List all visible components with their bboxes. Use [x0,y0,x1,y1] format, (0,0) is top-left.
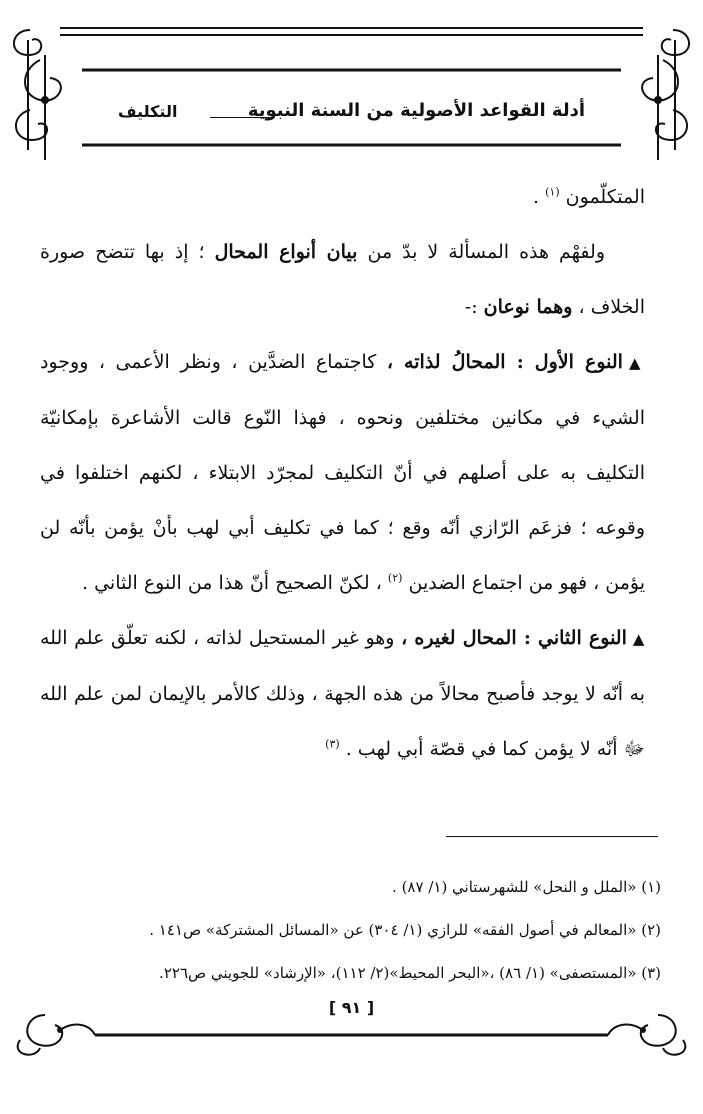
type-one-heading: النوع الأول : المحالُ لذاته ، [386,351,623,373]
page-number: [ ٩١ ] [328,998,375,1017]
header-divider [210,117,270,118]
paragraph-type-one: ▲النوع الأول : المحالُ لذاته ، كاجتماع الضدَّين ، ونظر الأعمى ، ووجود الشيء في مكانين مختلفين ونحوه ، فهذا النّوع قالت الأشاعرة بإمكانيّة التكليف به على أصلهم في أنّ التكليف لمجرّد الابتلاء ، لكنهم اختلفوا في وقوعه ؛ فزعَم الرّازي أنّه وقع ؛ كما في تكليف أبي لهب بأنْ يؤمن بأنّه لن يؤمن ، فهو من اجتماع الضدين $^{(٢)}$ ، لكنّ الصحيح أنّ هذا من النوع الثاني . [40,351,646,594]
bold-phrase: بيان أنواع المحال [214,241,358,263]
bold-phrase: وهما نوعان [483,296,573,318]
running-header-chapter: التكليف [118,102,178,121]
triangle-marker-icon: ▲ [632,630,645,648]
main-text [40,170,645,777]
triangle-marker-icon: ▲ [628,354,645,372]
footnote-ref-2: (٢) [387,571,403,585]
type-two-heading: النوع الثاني : المحال لغيره ، [401,627,627,649]
footnote-3: (٣) «المستصفى» (١/ ٨٦) ،«البحر المحيط»(٢/ ١١٢)، «الإرشاد» للجويني ص٢٢٦. [159,964,661,982]
paragraph-continuation: المتكلّمون $^{(١)}$ . [533,185,645,208]
footnote-1: (١) «الملل و النحل» للشهرستاني (١/ ٨٧) . [392,878,661,896]
footnote-ref-1: (١) [545,185,560,199]
running-header-title: أدلة القواعد الأصولية من السنة النبوية [247,100,585,121]
footnote-ref-3: (٣) [325,737,340,751]
footnotes [46,866,661,995]
footnote-separator [446,836,658,837]
footnote-2: (٢) «المعالم في أصول الفقه» للرازي (١/ ٣٠٤) عن «المسائل المشتركة» ص١٤١ . [149,921,661,939]
paragraph-intro: ولفهْم هذه المسألة لا بدّ من بيان أنواع المحال ؛ إذ بها تتضح صورة الخلاف ، وهما نوعان :- [40,241,645,318]
paragraph-type-two: ▲النوع الثاني : المحال لغيره ، وهو غير المستحيل لذاته ، لكنه تعلّق علم الله به أنّه لا يوجد فأصبح محالاً من هذه الجهة ، وذلك كالأمر بالإيمان لمن علم الله ﷻ أنّه لا يؤمن كما في قصّة أبي لهب . $^{(٣)}$ [40,627,645,760]
